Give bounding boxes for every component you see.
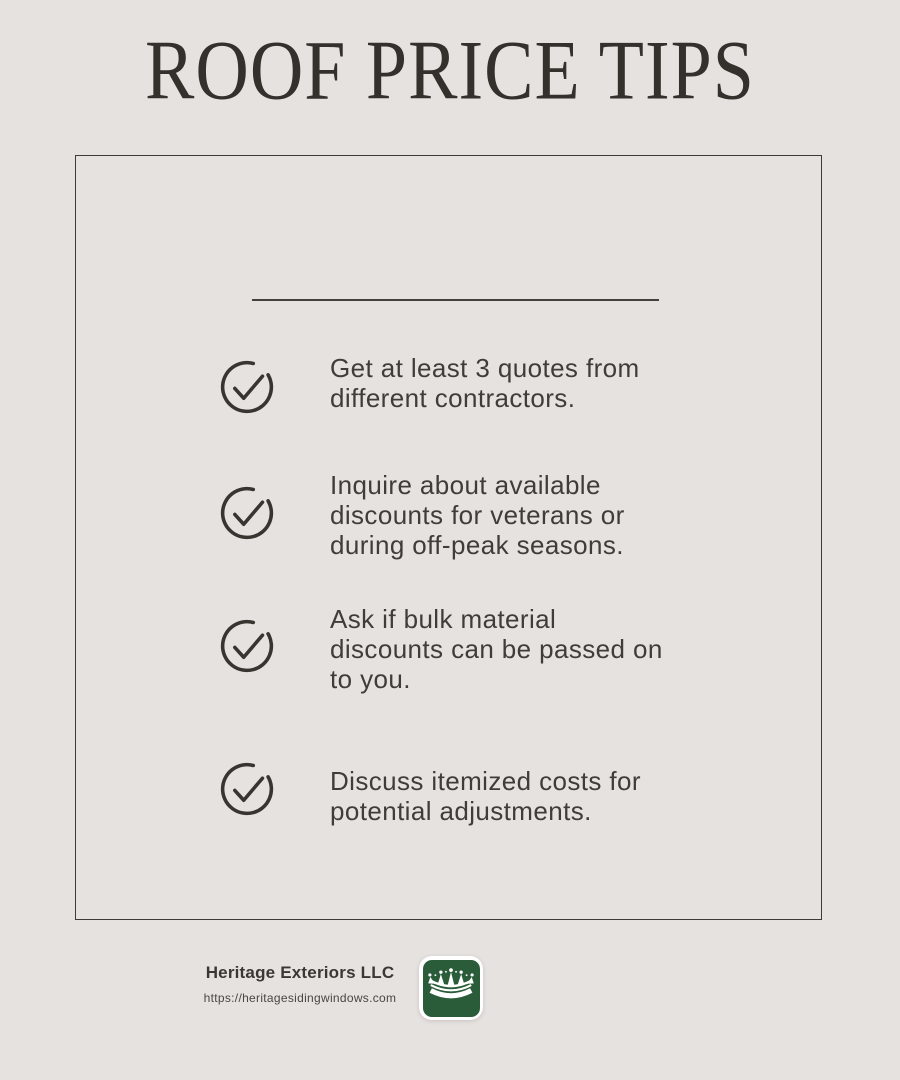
checklist-item-line: to you. [330, 664, 411, 694]
logo-tile [423, 960, 480, 1017]
company-logo [419, 956, 483, 1020]
checklist-item-line: during off-peak seasons. [330, 530, 624, 560]
checklist-item-line: discounts can be passed on [330, 634, 663, 664]
checklist-item-text [330, 604, 740, 694]
checklist-item-line: Ask if bulk material [330, 604, 557, 634]
checklist-item-line: discounts for veterans or [330, 500, 625, 530]
content-frame [75, 155, 822, 920]
website-url: https://heritagesidingwindows.com [203, 991, 397, 1005]
checklist-item-line: Get at least 3 quotes from [330, 353, 640, 383]
page-title: ROOF PRICE TIPS [145, 23, 755, 119]
checklist-item-text [330, 766, 740, 826]
check-circle-icon [217, 357, 277, 417]
divider-line [252, 299, 659, 301]
checklist-item-line: potential adjustments. [330, 796, 592, 826]
checklist-item-line: Discuss itemized costs for [330, 766, 641, 796]
checklist-item-text [330, 470, 740, 560]
check-circle-icon [217, 759, 277, 819]
crown-icon [424, 961, 478, 1015]
company-name: Heritage Exteriors LLC [205, 963, 395, 982]
checklist-item-text [330, 353, 740, 413]
footer-text-block [188, 963, 412, 1005]
checklist-item-line: different contractors. [330, 383, 576, 413]
check-circle-icon [217, 483, 277, 543]
checklist-item-line: Inquire about available [330, 470, 601, 500]
check-circle-icon [217, 616, 277, 676]
